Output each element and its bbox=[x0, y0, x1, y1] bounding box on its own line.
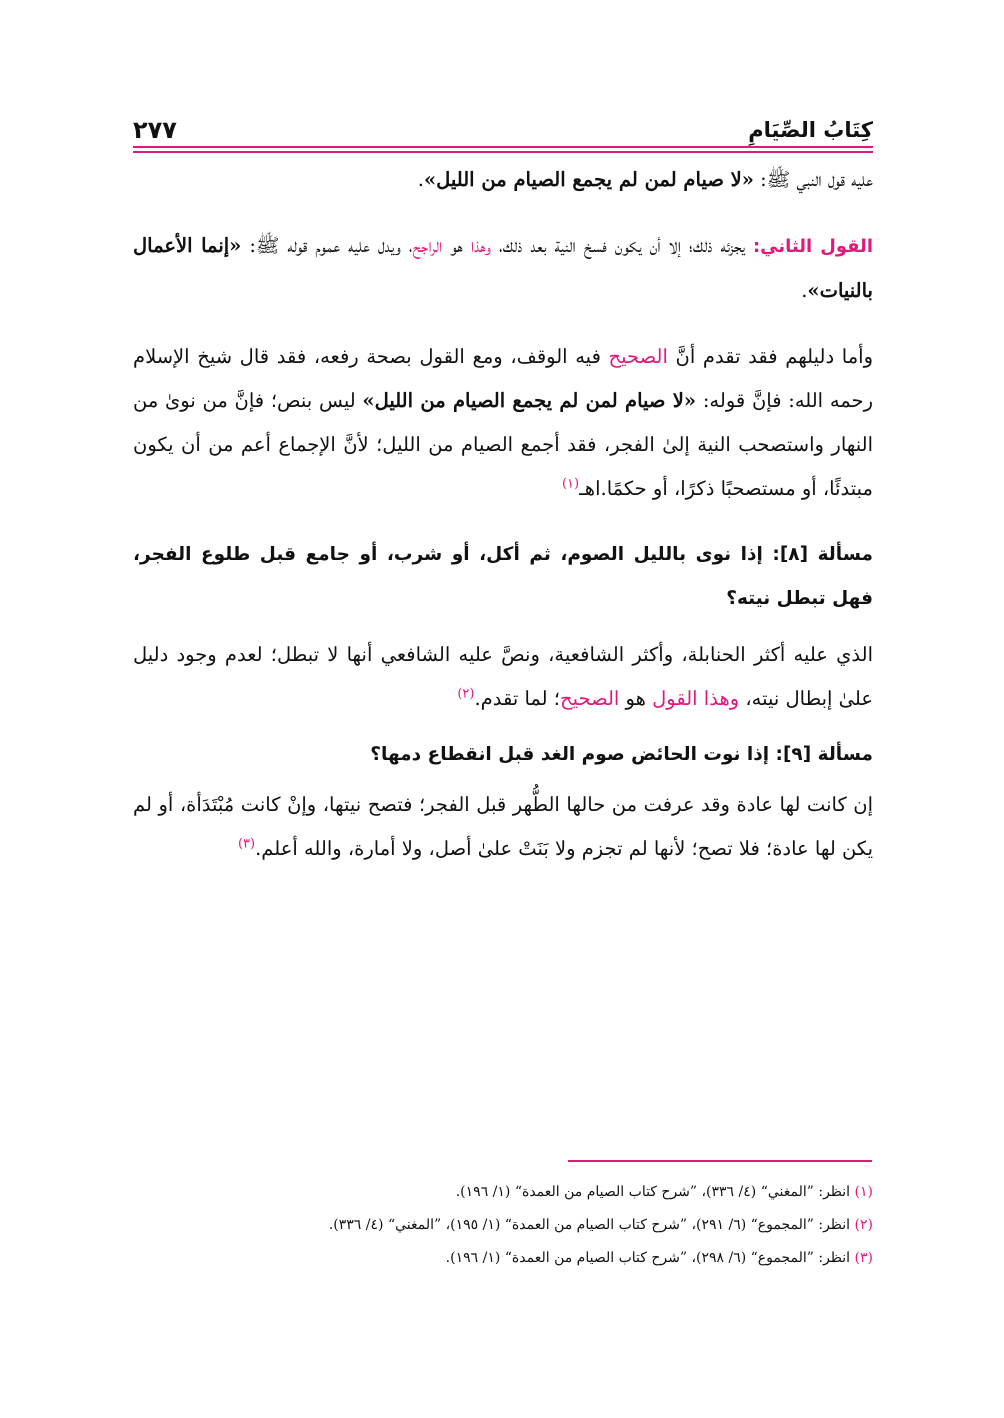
chapter-title: كِتَابُ الصِّيَامِ bbox=[748, 118, 873, 142]
paragraph-4 bbox=[133, 633, 873, 721]
paragraph-3 bbox=[133, 335, 873, 511]
footnote-ref: (١) bbox=[561, 476, 580, 492]
highlight: وهذا bbox=[470, 234, 491, 257]
text: هو bbox=[442, 234, 471, 257]
footnote-1 bbox=[133, 1176, 873, 1209]
footnote-ref: (٢) bbox=[457, 686, 475, 702]
page bbox=[133, 108, 874, 860]
text: إن كانت لها عادة وقد عرفت من حالها الطُّهر قبل الفجر؛ فتصح نيتها، وإنْ كانت مُبْتَدَأة، أو لم يكن لها عادة؛ فلا تصح؛ لأنها لم تجزم ولا بَنَتْ علىٰ أصل، ولا أمارة، والله أعلم. bbox=[133, 793, 873, 860]
footnote-text: انظر: ”المغني“ (٤/ ٣٣٦)، ”شرح كتاب الصيام من العمدة“ (١/ ١٩٦). bbox=[455, 1184, 855, 1200]
highlight: الراجح bbox=[412, 234, 443, 257]
footnote-number: (٢) bbox=[854, 1217, 873, 1233]
text: ، ويدل عليه عموم قوله ﷺ: bbox=[241, 234, 413, 257]
paragraph-5 bbox=[133, 783, 873, 871]
issue-label: مسألة [٨]: bbox=[772, 544, 873, 565]
hadith-quote: «إنما الأعمال بالنيات» bbox=[133, 234, 873, 302]
header-rule bbox=[133, 146, 873, 148]
footnotes bbox=[133, 1176, 873, 1275]
footnote-number: (٣) bbox=[854, 1250, 873, 1266]
text: وأما دليلهم فقد تقدم أنَّ bbox=[667, 345, 874, 368]
issue-question: إذا نوت الحائض صوم الغد قبل انقطاع دمها؟ bbox=[370, 744, 776, 765]
footnote-ref: (٣) bbox=[237, 836, 256, 852]
text: . bbox=[801, 279, 808, 302]
page-number: ٢٧٧ bbox=[133, 116, 177, 144]
issue-label: مسألة [٩]: bbox=[775, 744, 873, 765]
text: فيه الوقف، ومع القول بصحة رفعه، فقد قال شيخ الإسلام رحمه الله: فإنَّ قوله: bbox=[133, 345, 874, 412]
footnote-2 bbox=[133, 1209, 873, 1242]
text: ؛ لما تقدم. bbox=[474, 687, 561, 710]
text: هو bbox=[619, 687, 653, 710]
text: ليس بنص؛ فإنَّ من نوىٰ من النهار واستصحب النية إلىٰ الفجر، فقد أجمع الصيام من الليل؛ لأنَّ الإجماع أعم من أن يكون مبتدئًا، أو مستصحبًا ذكرًا، أو حكمًا.اهـ bbox=[133, 389, 873, 500]
second-opinion-label: القول الثاني: bbox=[752, 236, 873, 257]
paragraph-1 bbox=[133, 158, 873, 202]
issue-8-heading bbox=[133, 533, 873, 621]
text: عليه قول النبي ﷺ: bbox=[753, 168, 873, 191]
footnote-text: انظر: ”المجموع“ (٦/ ٢٩١)، ”شرح كتاب الصيام من العمدة“ (١/ ١٩٥)، ”المغني“ (٤/ ٣٣٦). bbox=[328, 1217, 855, 1233]
footnote-separator bbox=[568, 1160, 872, 1162]
highlight: الصحيح bbox=[560, 687, 620, 710]
issue-question: إذا نوى بالليل الصوم، ثم أكل، أو شرب، أو جامع قبل طلوع الفجر، فهل تبطل نيته؟ bbox=[133, 544, 873, 609]
text: الذي عليه أكثر الحنابلة، وأكثر الشافعية، ونصَّ عليه الشافعي أنها لا تبطل؛ لعدم وجود دليل علىٰ إبطال نيته، bbox=[133, 643, 873, 710]
paragraph-2 bbox=[133, 224, 873, 313]
issue-9-heading bbox=[133, 733, 873, 777]
text: يجزئه ذلك؛ إلا أن يكون فسخ النية بعد ذلك، bbox=[491, 234, 753, 257]
footnote-number: (١) bbox=[854, 1184, 873, 1200]
highlight: الصحيح bbox=[608, 345, 668, 368]
hadith-quote: «لا صيام لمن لم يجمع الصيام من الليل» bbox=[362, 389, 697, 412]
header-rule-double bbox=[133, 151, 873, 153]
footnote-text: انظر: ”المجموع“ (٦/ ٢٩٨)، ”شرح كتاب الصيام من العمدة“ (١/ ١٩٦). bbox=[445, 1250, 855, 1266]
footnote-3 bbox=[133, 1242, 873, 1275]
running-header bbox=[133, 108, 873, 144]
hadith-quote: «لا صيام لمن لم يجمع الصيام من الليل» bbox=[423, 168, 754, 191]
highlight: وهذا القول bbox=[652, 687, 740, 710]
page-body bbox=[133, 158, 873, 871]
text: . bbox=[417, 168, 424, 191]
